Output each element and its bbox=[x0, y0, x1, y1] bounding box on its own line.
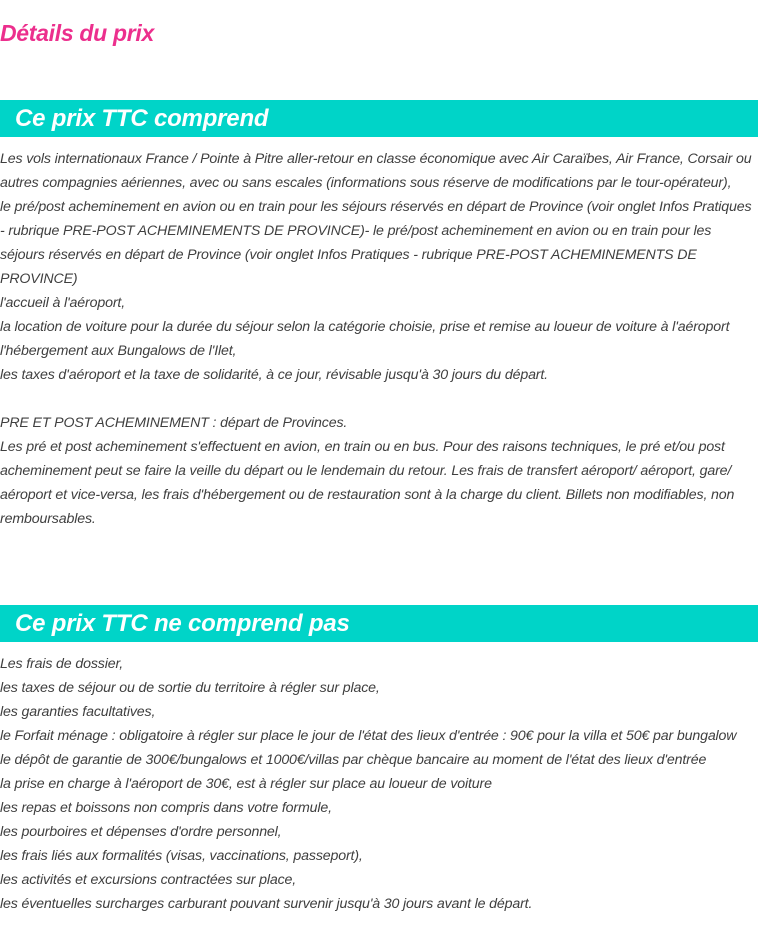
includes-item-airport-welcome: l'accueil à l'aéroport, bbox=[0, 295, 125, 311]
excludes-item-stay-taxes: les taxes de séjour ou de sortie du territoire à régler sur place, bbox=[0, 680, 380, 696]
spacer bbox=[0, 387, 758, 411]
excludes-item-file-fees: Les frais de dossier, bbox=[0, 656, 124, 672]
includes-item-airport-taxes: les taxes d'aéroport et la taxe de solidarité, à ce jour, révisable jusqu'à 30 jours du départ. bbox=[0, 367, 548, 383]
includes-item-accommodation: l'hébergement aux Bungalows de l'Ilet, bbox=[0, 343, 237, 359]
transfer-title: PRE ET POST ACHEMINEMENT : départ de Provinces. bbox=[0, 415, 348, 431]
transfer-text: Les pré et post acheminement s'effectuent en avion, en train ou en bus. Pour des raisons techniques, le pré et/ou post acheminement peut se faire la veille du départ ou le lendemain du retour. Les frais de transfert aéroport/ aéroport, gare/ aéroport et vice-versa, les frais d'hébergement ou de restauration sont à la charge du client. Billets non modifiables, non remboursables. bbox=[0, 439, 735, 527]
excludes-section-header: Ce prix TTC ne comprend pas bbox=[0, 605, 758, 642]
excludes-item-meals: les repas et boissons non compris dans votre formule, bbox=[0, 800, 332, 816]
excludes-item-airport-pickup: la prise en charge à l'aéroport de 30€, est à régler sur place au loueur de voiture bbox=[0, 776, 492, 792]
excludes-section-body bbox=[0, 652, 758, 916]
excludes-item-cleaning-fee: le Forfait ménage : obligatoire à régler sur place le jour de l'état des lieux d'entrée : 90€ pour la villa et 50€ par bungalow bbox=[0, 728, 737, 744]
includes-item-car-rental: la location de voiture pour la durée du séjour selon la catégorie choisie, prise et remise au loueur de voiture à l'aéroport bbox=[0, 319, 730, 335]
excludes-item-activities: les activités et excursions contractées sur place, bbox=[0, 872, 297, 888]
includes-section-header: Ce prix TTC comprend bbox=[0, 100, 758, 137]
includes-item-pre-post-transport: le pré/post acheminement en avion ou en train pour les séjours réservés en départ de Province (voir onglet Infos Pratiques - rubrique PRE-POST ACHEMINEMENTS DE PROVINCE)- le pré/post acheminement en avion ou en train pour les séjours réservés en départ de Province (voir onglet Infos Pratiques - rubrique PRE-POST ACHEMINEMENTS DE PROVINCE) bbox=[0, 199, 752, 287]
excludes-item-fuel-surcharges: les éventuelles surcharges carburant pouvant survenir jusqu'à 30 jours avant le départ. bbox=[0, 896, 533, 912]
page-title: Détails du prix bbox=[0, 20, 154, 46]
excludes-item-optional-insurance: les garanties facultatives, bbox=[0, 704, 156, 720]
includes-item-flights: Les vols internationaux France / Pointe à Pitre aller-retour en classe économique avec Air Caraïbes, Air France, Corsair ou autres compagnies aériennes, avec ou sans escales (informations sous réserve de modifications par le tour-opérateur), bbox=[0, 151, 752, 191]
excludes-item-formalities: les frais liés aux formalités (visas, vaccinations, passeport), bbox=[0, 848, 363, 864]
excludes-item-deposit: le dépôt de garantie de 300€/bungalows et 1000€/villas par chèque bancaire au moment de l'état des lieux d'entrée bbox=[0, 752, 707, 768]
excludes-item-tips: les pourboires et dépenses d'ordre personnel, bbox=[0, 824, 282, 840]
includes-section-body bbox=[0, 147, 758, 531]
